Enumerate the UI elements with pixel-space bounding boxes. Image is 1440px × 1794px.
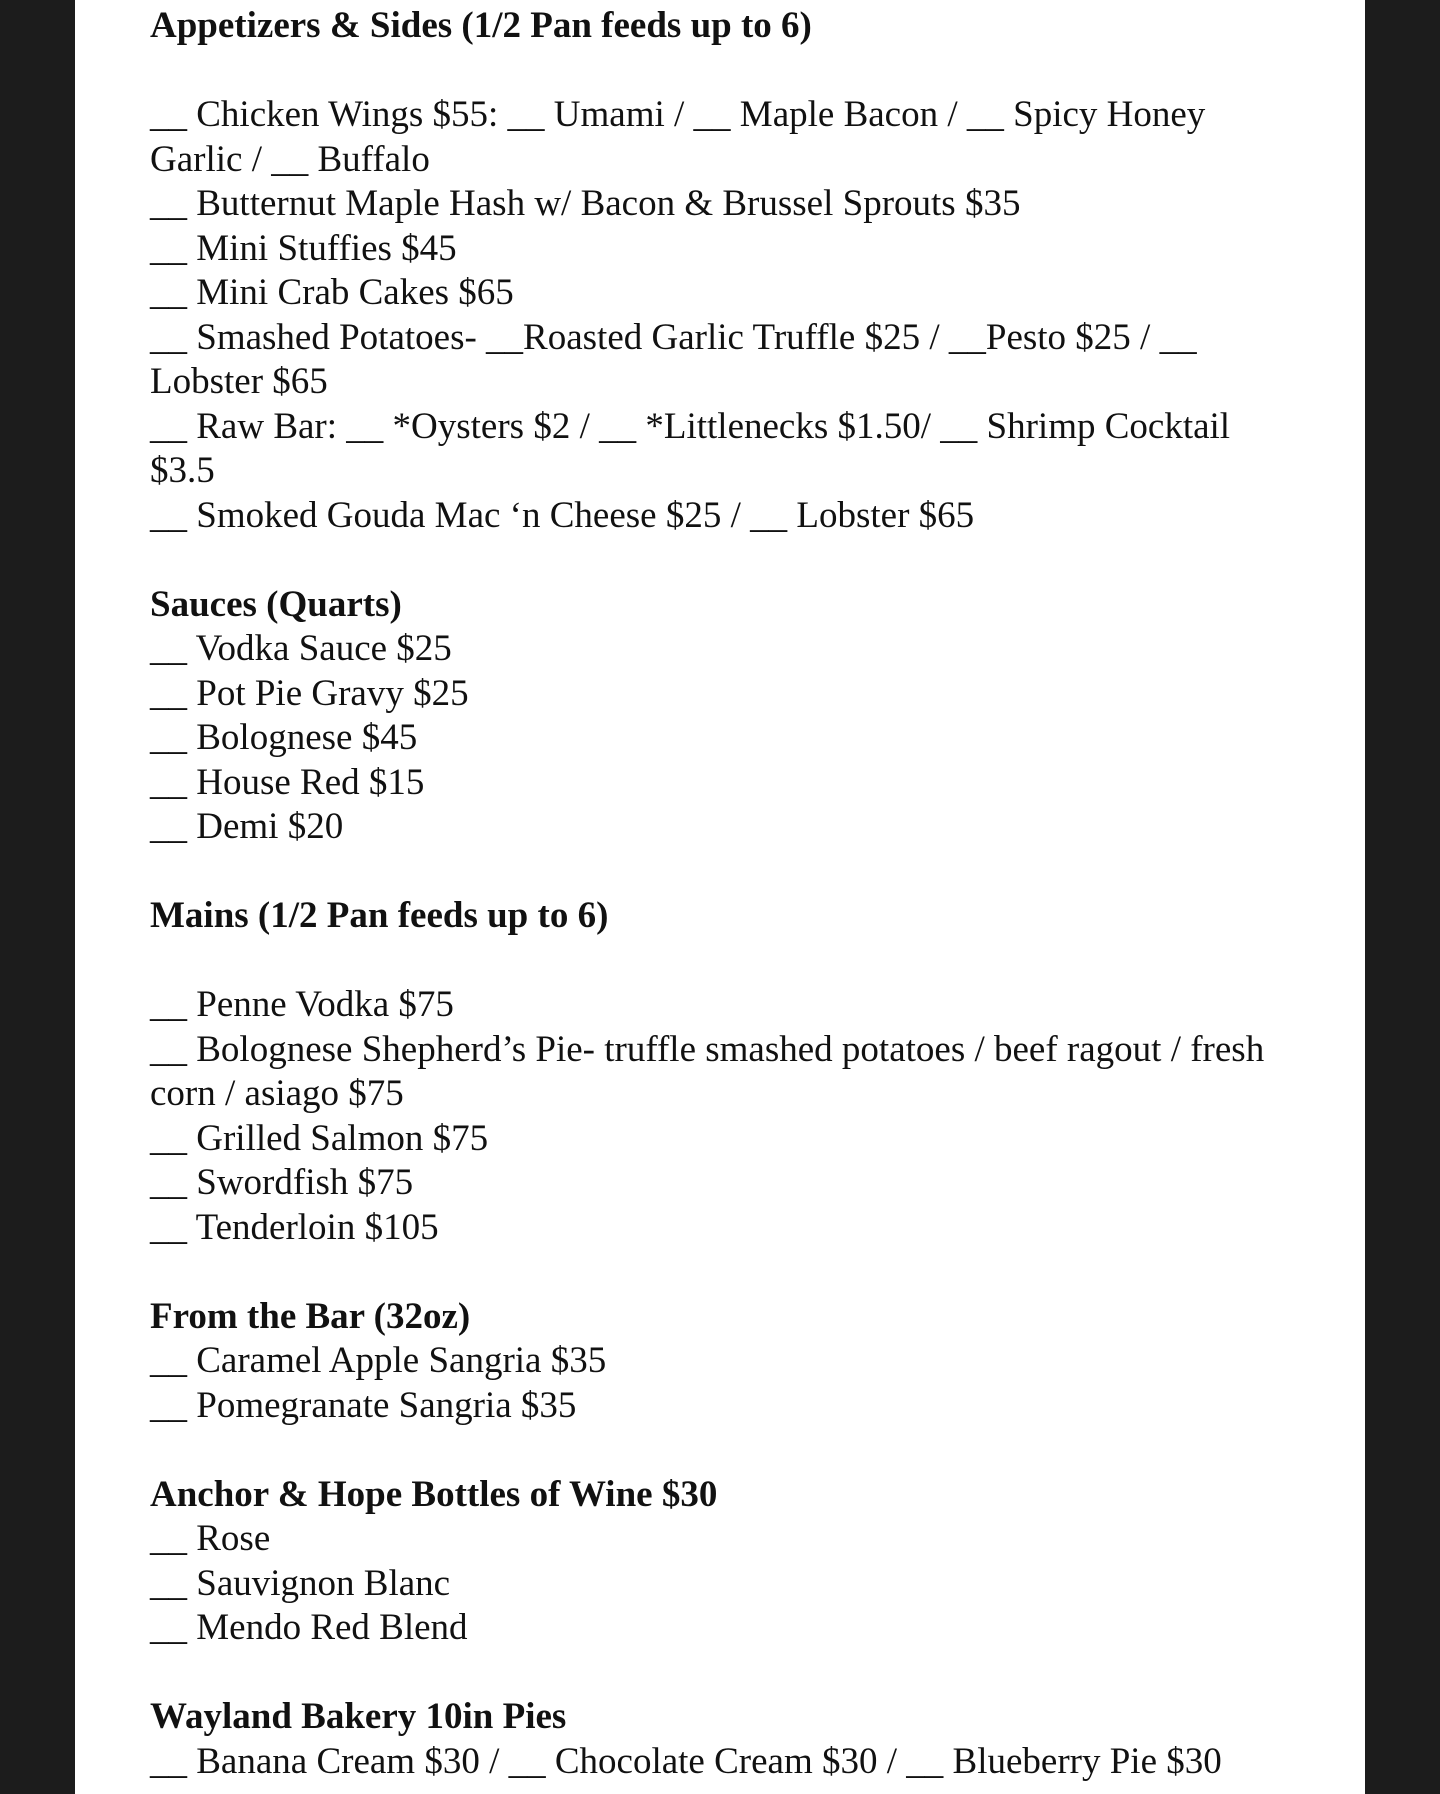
menu-item-demi: __ Demi $20	[150, 806, 344, 847]
menu-item-chicken-wings: __ Chicken Wings $55: __ Umami / __ Maple Bacon / __ Spicy Honey Garlic / __ Buffalo	[150, 94, 1215, 180]
menu-item-butternut-hash: __ Butternut Maple Hash w/ Bacon & Brussel Sprouts $35	[150, 183, 1021, 224]
menu-item-pies: __ Banana Cream $30 / __ Chocolate Cream $30 / __ Blueberry Pie $30	[150, 1740, 1222, 1782]
menu-item-pot-pie-gravy: __ Pot Pie Gravy $25	[150, 672, 469, 714]
section-heading: Wayland Bakery 10in Pies	[150, 1696, 567, 1737]
section-heading: From the Bar (32oz)	[150, 1295, 471, 1337]
menu-item-rose: __ Rose	[150, 1518, 271, 1559]
menu-item-bolognese-sauce: __ Bolognese $45	[150, 717, 418, 758]
menu-item-swordfish: __ Swordfish $75	[150, 1162, 414, 1203]
menu-item-mac-n-cheese: __ Smoked Gouda Mac ‘n Cheese $25 / __ Lobster $65	[150, 494, 975, 536]
menu-item-tenderloin: __ Tenderloin $105	[150, 1206, 439, 1248]
section-appetizers-sides	[150, 4, 1265, 538]
section-heading: Sauces (Quarts)	[150, 583, 402, 625]
menu-item-grilled-salmon: __ Grilled Salmon $75	[150, 1117, 489, 1159]
menu-item-raw-bar: __ Raw Bar: __ *Oysters $2 / __ *Littlenecks $1.50/ __ Shrimp Cocktail $3.5	[150, 405, 1240, 491]
section-mains	[150, 894, 1274, 1250]
section-heading: Mains (1/2 Pan feeds up to 6)	[150, 895, 609, 936]
menu-item-mini-stuffies: __ Mini Stuffies $45	[150, 227, 457, 269]
section-wine	[150, 1473, 1265, 1651]
section-sauces	[150, 583, 1265, 850]
menu-item-smashed-potatoes: __ Smashed Potatoes- __Roasted Garlic Truffle $25 / __Pesto $25 / __ Lobster $65	[150, 316, 1206, 402]
menu-item-mendo-red-blend: __ Mendo Red Blend	[150, 1607, 468, 1648]
menu-item-vodka-sauce: __ Vodka Sauce $25	[150, 628, 452, 669]
menu-item-shepherds-pie: __ Bolognese Shepherd’s Pie- truffle smashed potatoes / beef ragout / fresh corn / asiago $75	[150, 1028, 1274, 1114]
menu-item-pomegranate-sangria: __ Pomegranate Sangria $35	[150, 1384, 577, 1426]
menu-item-mini-crab-cakes: __ Mini Crab Cakes $65	[150, 272, 514, 313]
section-pies	[150, 1695, 1265, 1784]
menu-item-caramel-apple-sangria: __ Caramel Apple Sangria $35	[150, 1340, 607, 1381]
section-heading: Appetizers & Sides (1/2 Pan feeds up to 6)	[150, 5, 812, 46]
menu-item-house-red: __ House Red $15	[150, 761, 425, 803]
menu-item-penne-vodka: __ Penne Vodka $75	[150, 984, 454, 1025]
section-from-the-bar	[150, 1295, 1265, 1429]
section-heading: Anchor & Hope Bottles of Wine $30	[150, 1473, 718, 1515]
menu-item-sauvignon-blanc: __ Sauvignon Blanc	[150, 1562, 451, 1604]
menu-order-form-page	[75, 0, 1365, 1794]
